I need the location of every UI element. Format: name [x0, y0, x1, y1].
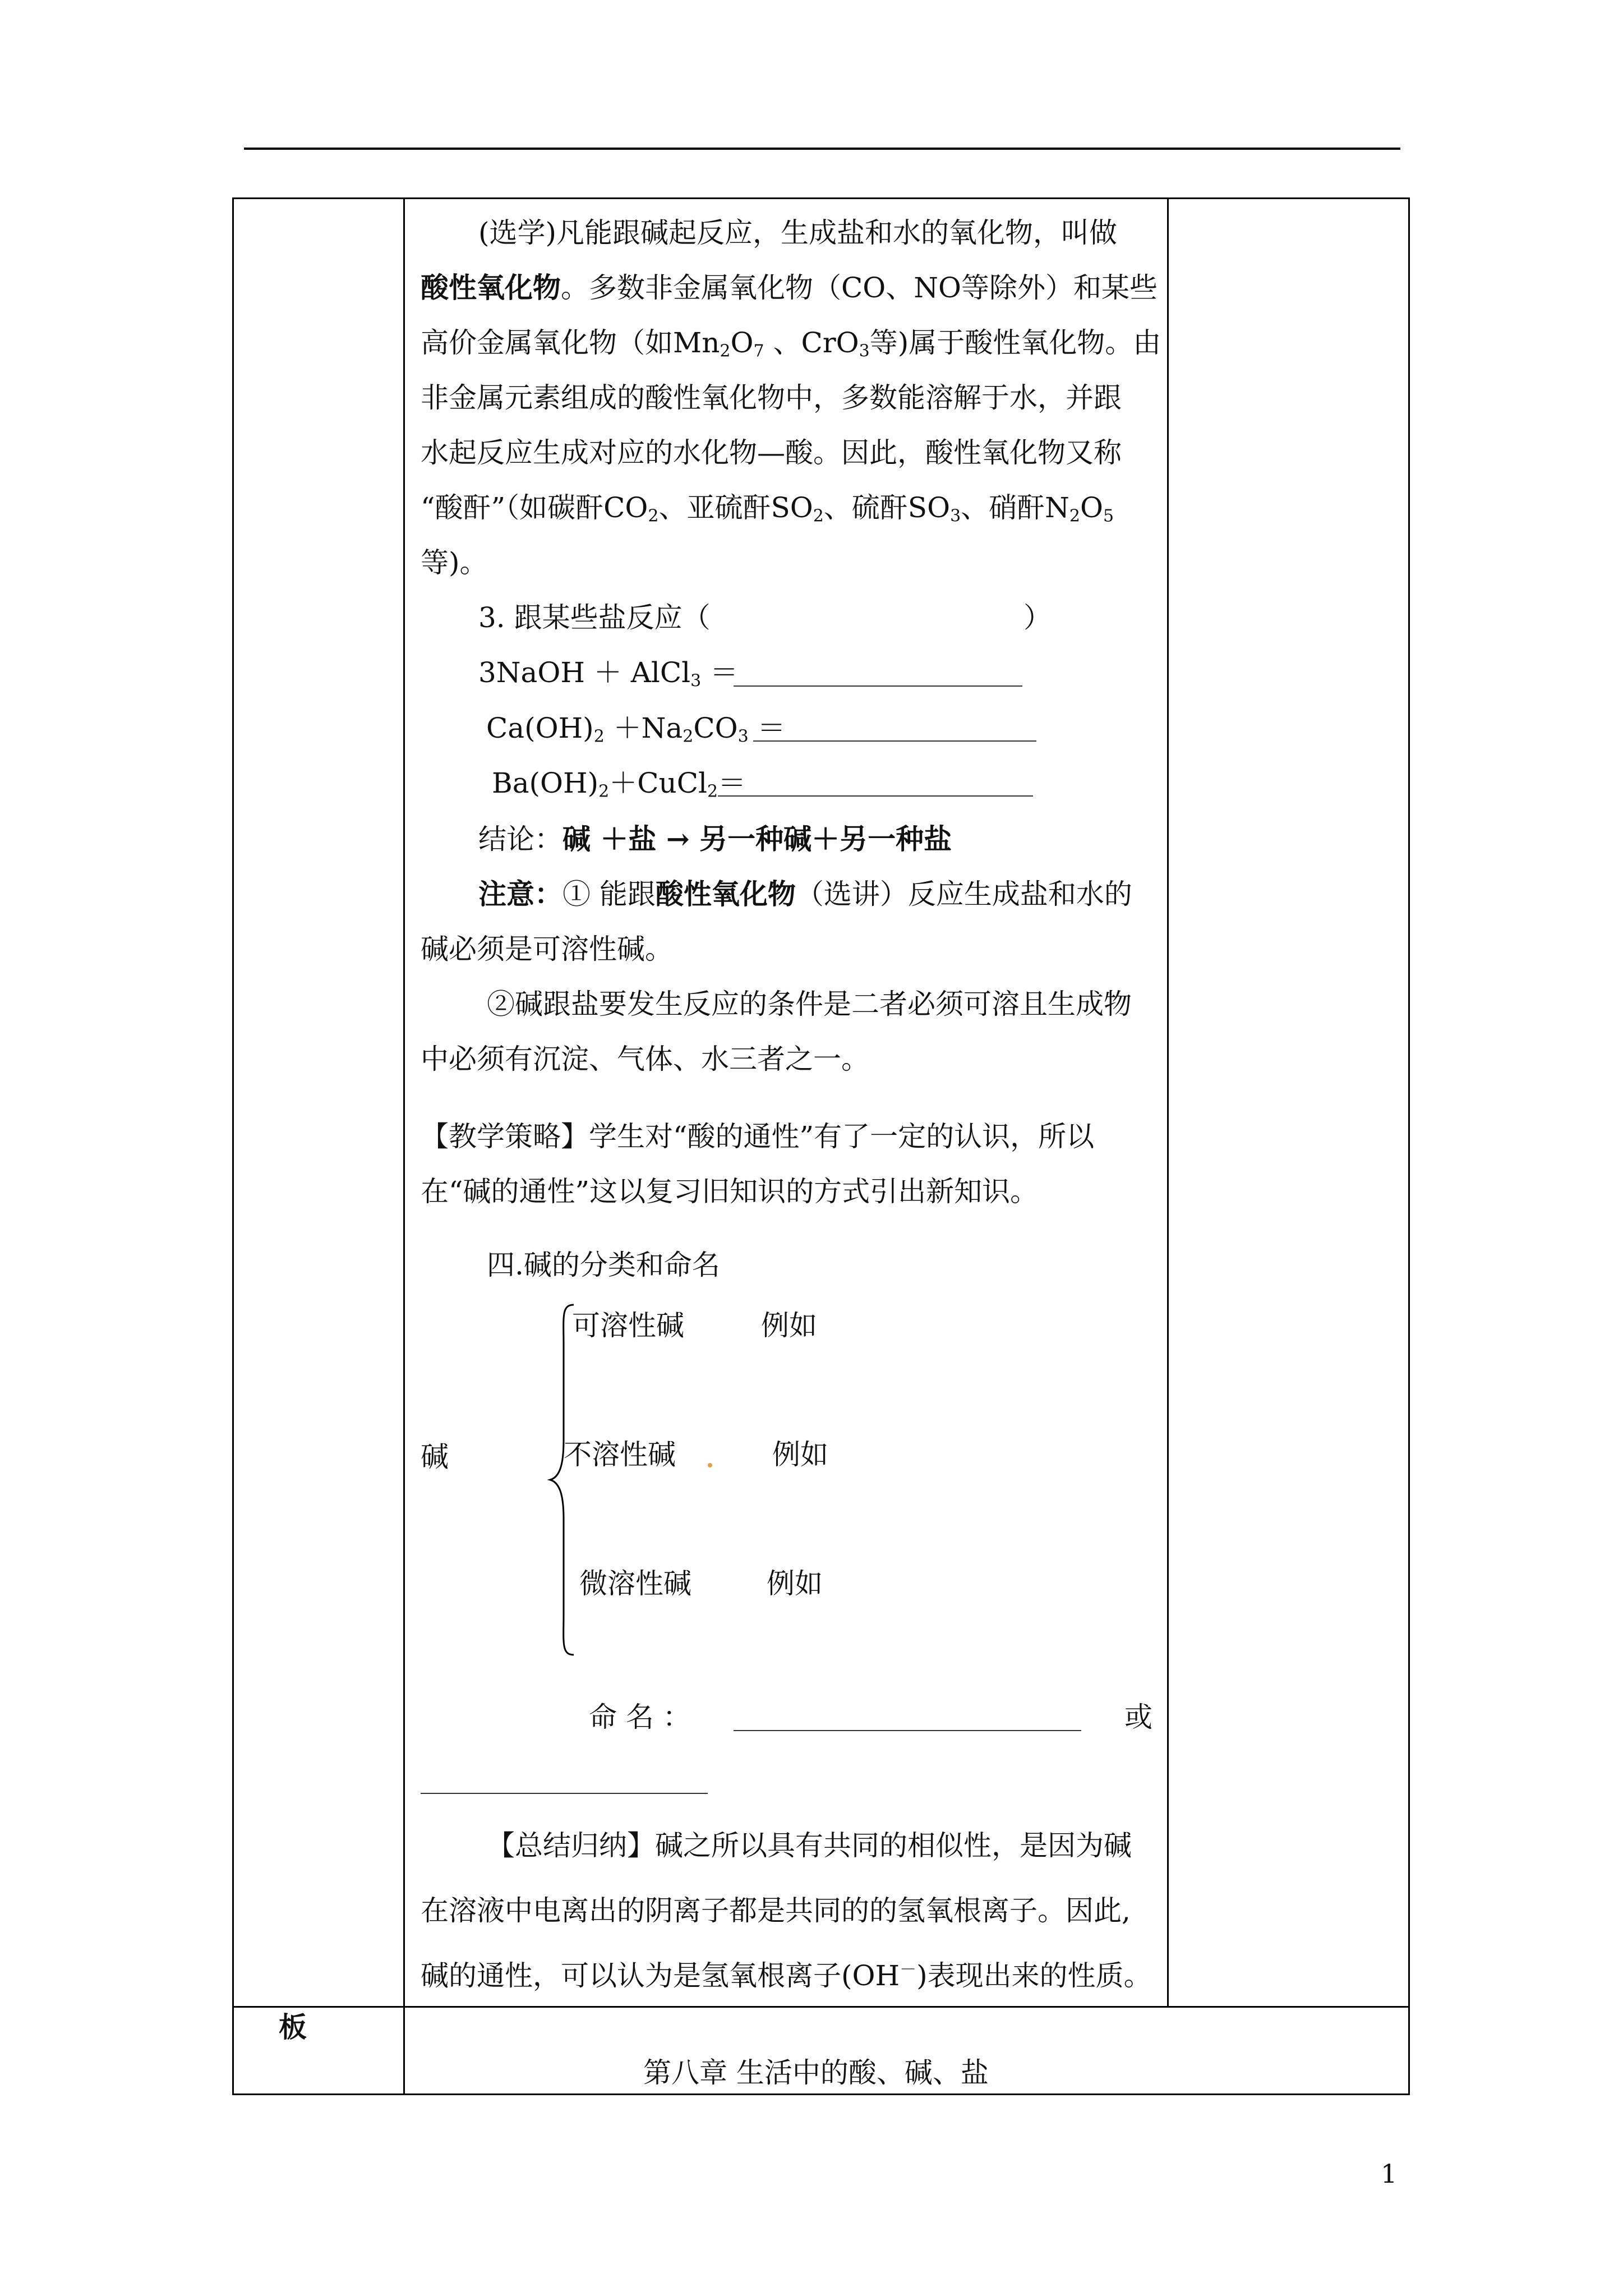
orange-dot-mark	[708, 1463, 712, 1467]
header-rule	[244, 148, 1400, 150]
text-line: 等)。	[421, 546, 488, 579]
class-soluble: 可溶性碱	[572, 1309, 684, 1342]
naming-blank-1	[734, 1730, 1081, 1731]
text-line: “酸酐”（如碳酐$CO_2$、亚硫酐$SO_2$、硫酐$SO_3$、硝酐$N_2O_5$	[421, 491, 1114, 526]
equation-1-blank	[734, 685, 1022, 687]
teaching-strategy-cont: 在“碱的通性”这以复习旧知识的方式引出新知识。	[421, 1175, 1039, 1208]
equation-3-blank	[718, 795, 1033, 797]
term-acidic-oxide: 酸性氧化物	[421, 271, 561, 304]
class-insoluble: 不溶性碱	[564, 1438, 676, 1471]
table-divider-1	[403, 197, 405, 2095]
table-border-bottom	[232, 2093, 1410, 2095]
naming-or: 或	[1124, 1701, 1152, 1733]
base-label: 碱	[421, 1441, 449, 1473]
text-line: 非金属元素组成的酸性氧化物中，多数能溶解于水，并跟	[421, 381, 1122, 414]
page-number: 1	[1381, 2159, 1398, 2189]
teaching-strategy: 【教学策略】学生对“酸的通性”有了一定的认识，所以	[421, 1120, 1095, 1153]
text-line: 水起反应生成对应的水化物—酸。因此，酸性氧化物又称	[421, 436, 1122, 469]
naming-blank-2	[421, 1793, 708, 1794]
naming-label: 命 名 ：	[589, 1701, 691, 1733]
text-line: 高价金属氧化物（如$Mn_2O_7$ 、CrO$_3$等)属于酸性氧化物。由	[421, 326, 1161, 361]
table-border-right	[1408, 197, 1410, 2095]
section-four-heading: 四.碱的分类和命名	[487, 1249, 720, 1281]
equation-3: $Ba(OH)_2+CuCl_2=$	[492, 767, 746, 802]
table-divider-2	[1167, 197, 1169, 2007]
class-soluble-example: 例如	[761, 1309, 817, 1342]
chapter-title: 第八章 生活中的酸、碱、盐	[643, 2056, 989, 2089]
summary: 【总结归纳】碱之所以具有共同的相似性，是因为碱	[487, 1829, 1132, 1862]
note-2: ②碱跟盐要发生反应的条件是二者必须可溶且生成物	[487, 988, 1132, 1020]
note-1: 注意：① 能跟酸性氧化物（选讲）反应生成盐和水的	[478, 877, 1132, 910]
class-slightly-soluble: 微溶性碱	[579, 1567, 691, 1600]
table-border-left	[232, 197, 234, 2095]
conclusion: 结论：碱 ＋盐 → 另一种碱＋另一种盐	[478, 822, 952, 855]
class-slightly-soluble-example: 例如	[767, 1567, 823, 1600]
text-line: 酸性氧化物。多数非金属氧化物（CO、NO等除外）和某些	[421, 271, 1158, 304]
board-label: 板	[279, 2010, 307, 2044]
note-1-cont: 碱必须是可溶性碱。	[421, 933, 673, 965]
summary-cont: 在溶液中电离出的阴离子都是共同的的氢氧根离子。因此,	[421, 1894, 1131, 1927]
subheading-salt-reaction: 3. 跟某些盐反应（	[478, 601, 711, 634]
table-row-separator	[232, 2006, 1410, 2008]
class-insoluble-example: 例如	[772, 1438, 828, 1471]
equation-2-blank	[753, 740, 1036, 742]
note-2-cont: 中必须有沉淀、气体、水三者之一。	[421, 1043, 869, 1075]
equation-2: $Ca(OH)_2 +Na_2CO_3$ ＝	[486, 712, 786, 747]
equation-1: 3NaOH ＋ AlCl$_3$ ＝	[478, 656, 739, 691]
text-line: (选学)凡能跟碱起反应，生成盐和水的氧化物，叫做	[478, 217, 1118, 249]
classification-brace	[547, 1300, 580, 1659]
subheading-salt-reaction-close: ）	[1023, 601, 1052, 634]
summary-cont: 碱的通性，可以认为是氢氧根离子(OH－)表现出来的性质。	[421, 1959, 1152, 1992]
table-border-top	[232, 197, 1410, 199]
